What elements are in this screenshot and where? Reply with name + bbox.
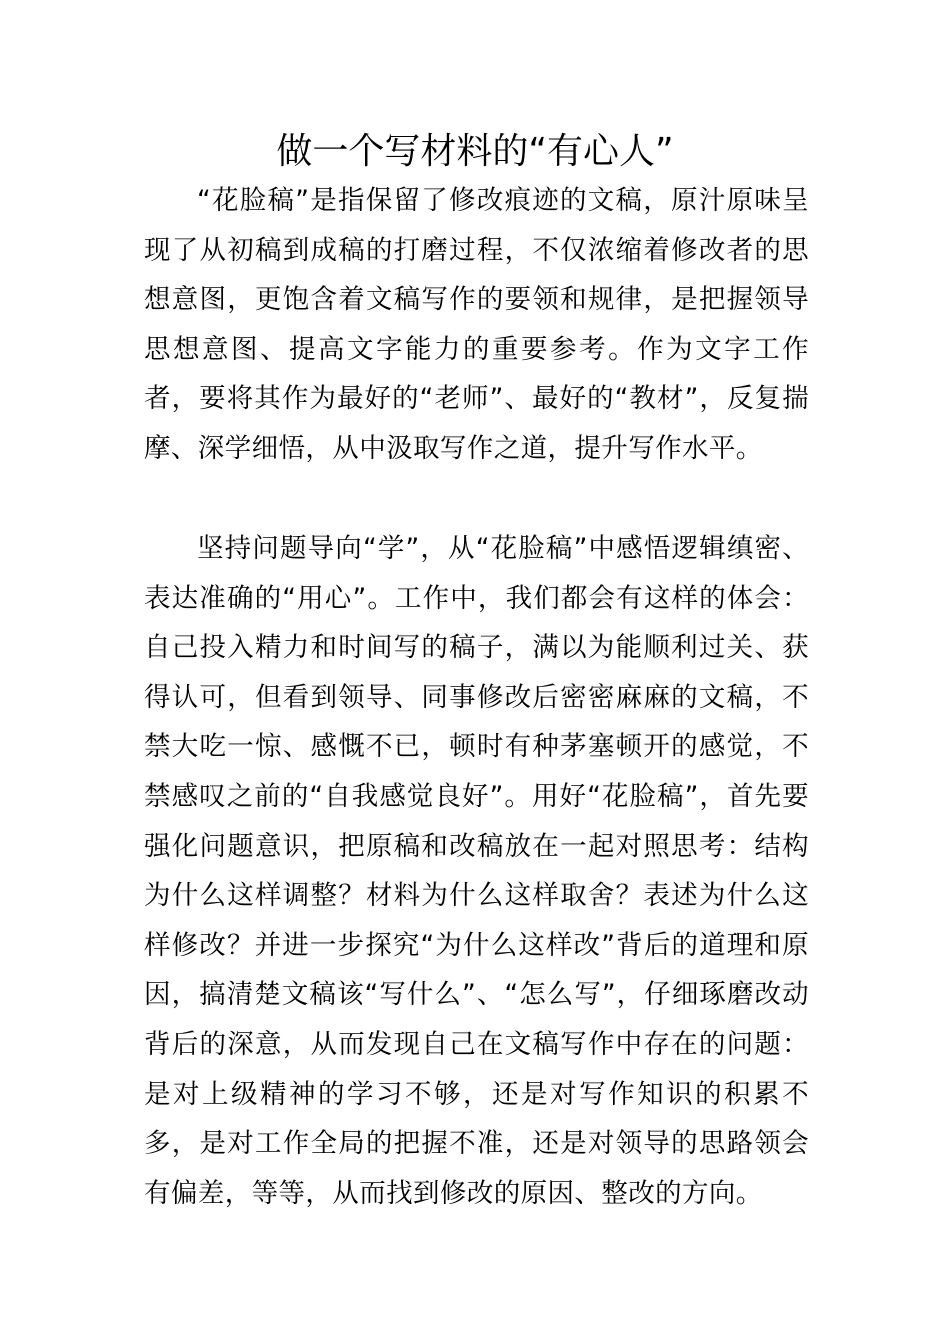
paragraph-intro: “花脸稿”是指保留了修改痕迹的文稿，原汁原味呈现了从初稿到成稿的打磨过程，不仅浓缩着修改者的思想意图，更饱含着文稿写作的要领和规律，是把握领导思想意图、提高文字能力的重要参考。作为文字工作者，要将其作为最好的“老师”、最好的“教材”，反复揣摩、深学细悟，从中汲取写作之道，提升写作水平。 <box>144 185 809 464</box>
paragraph-problem-oriented: 坚持问题导向“学”，从“花脸稿”中感悟逻辑缜密、表达准确的“用心”。工作中，我们都会有这样的体会：自己投入精力和时间写的稿子，满以为能顺利过关、获得认可，但看到领导、同事修改后密密麻麻的文稿，不禁大吃一惊、感慨不已，顿时有种茅塞顿开的感觉，不禁感叹之前的“自我感觉良好”。用好“花脸稿”，首先要强化问题意识，把原稿和改稿放在一起对照思考：结构为什么这样调整？材料为什么这样取舍？表述为什么这样修改？并进一步探究“为什么这样改”背后的道理和原因，搞清楚文稿该“写什么”、“怎么写”，仔细琢磨改动背后的深意，从而发现自己在文稿写作中存在的问题：是对上级精神的学习不够，还是对写作知识的积累不多，是对工作全局的把握不准，还是对领导的思路领会有偏差，等等，从而找到修改的原因、整改的方向。 <box>144 533 809 1209</box>
document-title: 做一个写材料的“有心人” <box>276 131 674 172</box>
